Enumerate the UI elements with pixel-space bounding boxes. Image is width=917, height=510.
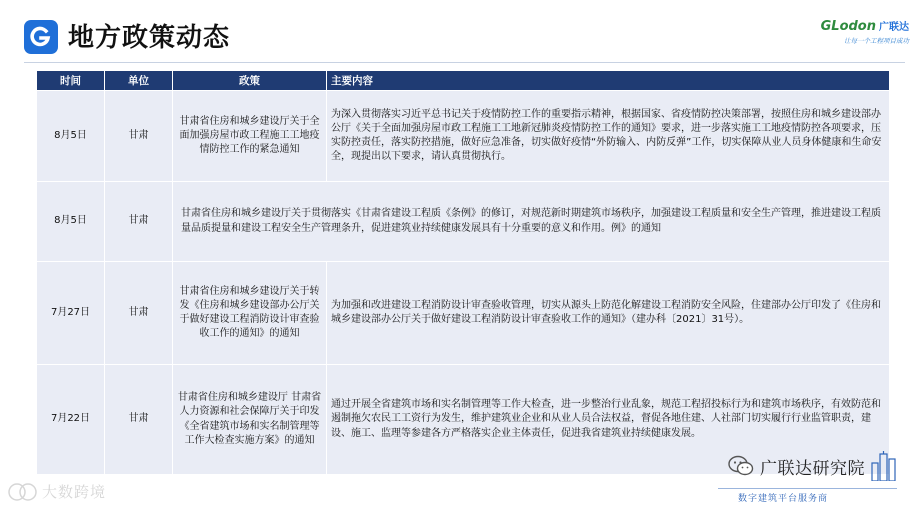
column-header-date: 时间 [37, 71, 105, 91]
footer-divider [718, 488, 897, 489]
row-content: 为加强和改进建设工程消防设计审查验收管理，切实从源头上防范化解建设工程消防安全风险，住建部办公厅印发了《住房和城乡建设部办公厅关于做好建设工程消防设计审查验收工作的通知》（建办科〔2021〕31号）。 [327, 262, 890, 365]
wechat-label: 广联达研究院 [760, 458, 865, 479]
table-header-row [37, 71, 890, 91]
row-content: 通过开展全省建筑市场和实名制管理等工作大检查，进一步整治行业乱象，规范工程招投标行为和建筑市场秩序，有效防范和遏制拖欠农民工工资行为发生，维护建筑业企业和从业人员合法权益，督促各地住建、人社部门切实履行行业监管职责，建设、施工、监理等参建各方严格落实企业主体责任，促进我省建筑业持续健康发展。 [327, 365, 890, 475]
table-row [37, 262, 890, 365]
row-date: 8月5日 [37, 91, 105, 182]
glodon-logo-icon [24, 20, 58, 54]
g-letter-icon [30, 26, 52, 48]
table-row [37, 182, 890, 262]
watermark-text: 大数跨境 [42, 483, 107, 501]
watermark [8, 481, 106, 502]
row-unit: 甘肃 [105, 91, 173, 182]
column-header-content: 主要内容 [327, 71, 890, 91]
table-row [37, 91, 890, 182]
row-date: 7月27日 [37, 262, 105, 365]
row-date: 8月5日 [37, 182, 105, 262]
platform-slogan: 数字建筑平台服务商 [738, 494, 829, 504]
wechat-account [728, 451, 897, 481]
row-content: 为深入贯彻落实习近平总书记关于疫情防控工作的重要指示精神，根据国家、省疫情防控决策部署，按照住房和城乡建设部办公厅《关于全面加强房屋市政工程施工工地新冠肺炎疫情防控工作的通知》要求，进一步落实施工工地疫情防控各项要求，压实防控责任，落实防控措施，做好应急准备，切实做好疫情“外防输入、内防反弹”工作，切实保障从业人员身体健康和生命安全，现提出以下要求，请认真贯彻执行。 [327, 91, 890, 182]
row-policy: 甘肃省住房和城乡建设厅 甘肃省人力资源和社会保障厅关于印发《全省建筑市场和实名制管理等工作大检查实施方案》的通知 [173, 365, 327, 475]
header-divider [24, 62, 905, 63]
brand-name: GLodon [820, 19, 876, 34]
watermark-logo-icon [8, 482, 38, 502]
brand-logo [789, 18, 909, 45]
row-unit: 甘肃 [105, 182, 173, 262]
page-title: 地方政策动态 [68, 23, 231, 53]
wechat-icon [728, 455, 754, 477]
row-policy: 甘肃省住房和城乡建设厅关于全面加强房屋市政工程施工工地疫情防控工作的紧急通知 [173, 91, 327, 182]
row-unit: 甘肃 [105, 365, 173, 475]
row-policy: 甘肃省住房和城乡建设厅关于转发《住房和城乡建设部办公厅关于做好建设工程消防设计审查验收工作的通知》的通知 [173, 262, 327, 365]
row-date: 7月22日 [37, 365, 105, 475]
brand-slogan: 让每一个工程项目成功 [844, 37, 909, 45]
column-header-unit: 单位 [105, 71, 173, 91]
policy-table [36, 70, 890, 475]
row-policy-content: 甘肃省住房和城乡建设厅关于贯彻落实《甘肃省建设工程质《条例》的修订，对规范新时期建筑市场秩序，加强建设工程质量和安全生产管理，推进建设工程质量品质提量和建设工程安全生产管理条升，促进建筑业持续健康发展具有十分重要的意义和作用。例》的通知 [173, 182, 890, 262]
building-skyline-icon [871, 451, 897, 481]
row-unit: 甘肃 [105, 262, 173, 365]
column-header-policy: 政策 [173, 71, 327, 91]
brand-cn-name: 广联达 [879, 22, 909, 33]
